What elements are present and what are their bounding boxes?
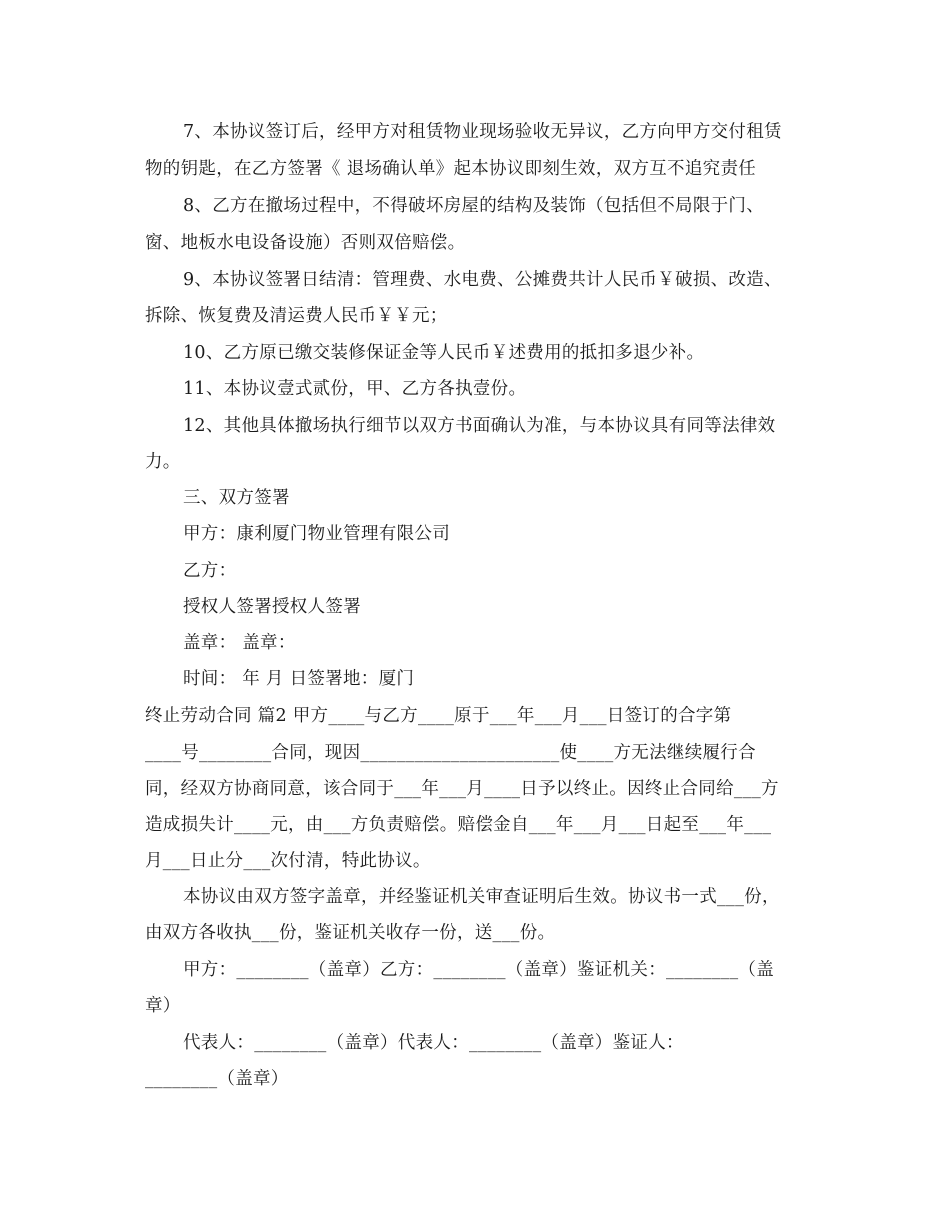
date-place-line: 时间： 年 月 日签署地：厦门	[183, 669, 415, 689]
signature-parties-line-1: 甲方：________（盖章）乙方：________（盖章）鉴证机关：________（盖	[183, 960, 774, 980]
contract-2-line-4: 造成损失计____元，由___方负责赔偿。赔偿金自___年___月___日起至___年___	[145, 815, 772, 835]
authorized-signatures-line: 授权人签署授权人签署	[183, 597, 361, 617]
clause-8-line-1: 8、乙方在撤场过程中，不得破坏房屋的结构及装饰（包括但不局限于门、	[183, 196, 765, 216]
clause-9-line-1: 9、本协议签署日结清：管理费、水电费、公摊费共计人民币￥破损、改造、	[183, 270, 782, 290]
clause-9-line-2: 拆除、恢复费及清运费人民币￥￥元；	[145, 306, 448, 326]
contract-2-line-2: ____号________合同，现因______________________使____方无法继续履行合	[145, 743, 756, 763]
clause-8-line-2: 窗、地板水电设备设施）否则双倍赔偿。	[145, 233, 466, 253]
contract-2-line-3: 同，经双方协商同意，该合同于___年___月____日予以终止。因终止合同给___方	[145, 779, 779, 799]
party-a-line: 甲方：康利厦门物业管理有限公司	[183, 524, 450, 544]
representatives-line-2: ________（盖章）	[145, 1069, 289, 1089]
clause-7-line-2: 物的钥匙，在乙方签署《 退场确认单》起本协议即刻生效，双方互不追究责任	[145, 159, 757, 179]
representatives-line-1: 代表人：________（盖章）代表人：________（盖章）鉴证人：	[183, 1033, 684, 1053]
contract-2-heading-line: 终止劳动合同 篇2 甲方____与乙方____原于___年___月___日签订的合字第	[145, 706, 732, 726]
clause-11: 11、本协议壹式贰份，甲、乙方各执壹份。	[183, 379, 527, 399]
clause-7-line-1: 7、本协议签订后，经甲方对租赁物业现场验收无异议，乙方向甲方交付租赁	[183, 122, 782, 142]
party-b-line: 乙方：	[183, 561, 237, 581]
section-signatures-heading: 三、双方签署	[183, 488, 290, 508]
clause-10: 10、乙方原已缴交装修保证金等人民币￥述费用的抵扣多退少补。	[183, 343, 705, 363]
effect-clause-line-1: 本协议由双方签字盖章，并经鉴证机关审查证明后生效。协议书一式___份，	[183, 887, 780, 907]
seal-line: 盖章： 盖章：	[183, 633, 296, 653]
effect-clause-line-2: 由双方各收执___份，鉴证机关收存一份，送___份。	[145, 923, 556, 943]
clause-12-line-2: 力。	[145, 452, 181, 472]
clause-12-line-1: 12、其他具体撤场执行细节以双方书面确认为准，与本协议具有同等法律效	[183, 416, 776, 436]
contract-2-line-5: 月___日止分___次付清，特此协议。	[145, 851, 431, 871]
signature-parties-line-2: 章）	[145, 996, 181, 1016]
